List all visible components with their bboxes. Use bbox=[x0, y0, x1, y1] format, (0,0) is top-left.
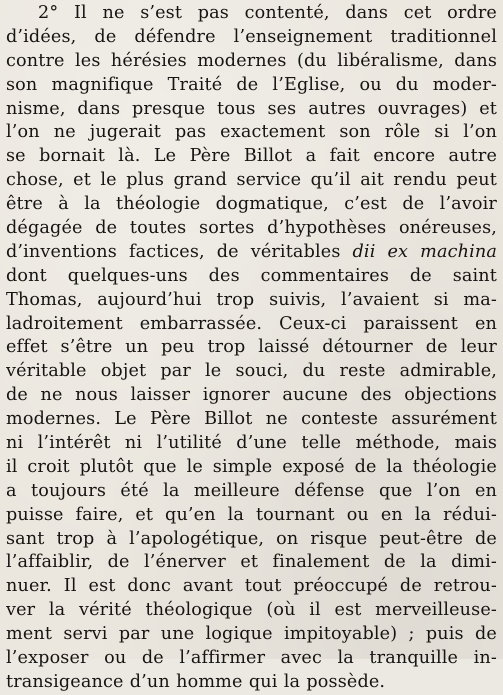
text-line: être à la théologie dogmatique, c’est de l’avoir bbox=[6, 194, 497, 215]
text-line: modernes. Le Père Billot ne conteste assurément bbox=[6, 409, 497, 430]
text-line: Thomas, aujourd’hui trop suivis, l’avaient si ma- bbox=[6, 289, 497, 310]
text-line: puisse faire, et qu’en la tournant ou en la rédui- bbox=[6, 504, 497, 525]
text-segment: d’inventions factices, de véritables bbox=[6, 241, 353, 262]
text-line: d’idées, de défendre l’enseignement traditionnel bbox=[6, 26, 497, 47]
text-line: l’on ne jugerait pas exactement son rôle si l’on bbox=[6, 122, 497, 143]
text-line: se bornait là. Le Père Billot a fait encore autre bbox=[6, 146, 497, 167]
text-line: dont quelques-uns des commentaires de saint bbox=[6, 265, 497, 286]
text-line: transigeance d’un homme qui la possède. bbox=[6, 671, 386, 692]
text-line: a toujours été la meilleure défense que l’on en bbox=[6, 480, 497, 501]
text-line: ver la vérité théologique (où il est merveilleuse- bbox=[6, 600, 497, 621]
text-line: effet s’être un peu trop laissé détourner de leur bbox=[6, 337, 497, 358]
text-line: dégagée de toutes sortes d’hypothèses onéreuses, bbox=[6, 218, 497, 239]
text-line: l’affaiblir, de l’énerver et finalement de la dimi- bbox=[6, 552, 497, 573]
text-line: ladroitement embarrassée. Ceux-ci paraissent en bbox=[6, 313, 497, 334]
text-line: de ne nous laisser ignorer aucune des objections bbox=[6, 385, 497, 406]
text-column bbox=[6, 2, 497, 695]
text-line: il croit plutôt que le simple exposé de la théologie bbox=[6, 456, 497, 477]
text-line: sant trop à l’apologétique, on risque peut-être de bbox=[6, 528, 497, 549]
text-line: ni l’intérêt ni l’utilité d’une telle méthode, mais bbox=[6, 433, 497, 454]
text-line: l’exposer ou de l’affirmer avec la tranquille in- bbox=[6, 648, 497, 669]
text-line: son magnifique Traité de l’Eglise, ou du moder- bbox=[6, 74, 497, 95]
text-line: véritable objet par le souci, du reste admirable, bbox=[6, 361, 497, 382]
text-line: chose, et le plus grand service qu’il ait rendu peut bbox=[6, 170, 497, 191]
text-line: 2° Il ne s’est pas contenté, dans cet ordre bbox=[38, 3, 497, 23]
text-line: nuer. Il est donc avant tout préoccupé de retrou- bbox=[6, 576, 497, 597]
text-line: contre les hérésies modernes (du libéralisme, dans bbox=[6, 50, 497, 71]
text-line: nisme, dans presque tous ses autres ouvrages) et bbox=[6, 98, 497, 119]
italic-phrase: dii ex machina bbox=[352, 241, 497, 262]
text-line: ment servi par une logique impitoyable) ; puis de bbox=[6, 624, 497, 645]
text-line bbox=[6, 241, 497, 265]
